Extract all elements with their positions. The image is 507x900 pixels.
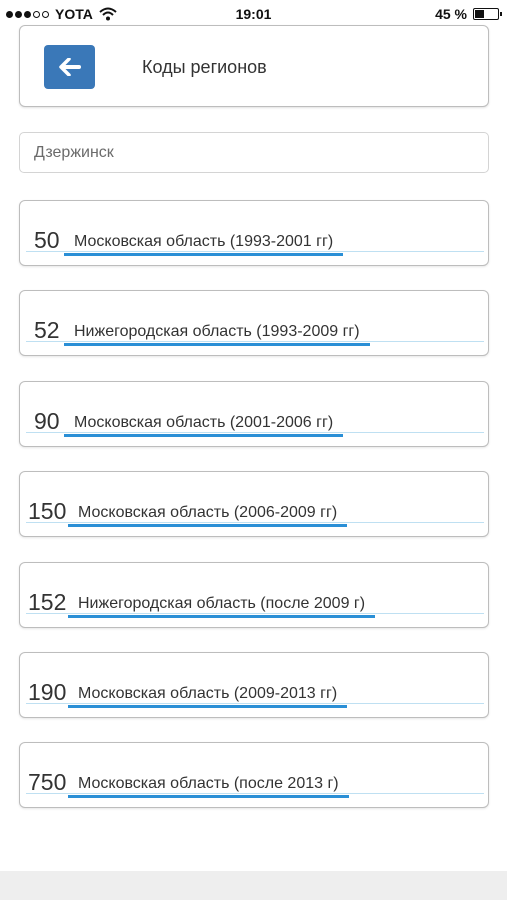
region-code: 152	[28, 589, 67, 615]
region-name-link[interactable]: Нижегородская область (1993-2009 гг)	[64, 323, 370, 346]
region-code: 150	[28, 498, 67, 524]
region-name-link[interactable]: Нижегородская область (после 2009 г)	[68, 595, 375, 618]
region-name-link[interactable]: Московская область (1993-2001 гг)	[64, 233, 343, 256]
region-name-link[interactable]: Московская область (2006-2009 гг)	[68, 504, 347, 527]
region-item[interactable]	[19, 200, 489, 266]
status-time: 19:01	[235, 6, 272, 22]
carrier-name: YOTA	[55, 6, 93, 22]
region-item[interactable]	[19, 290, 489, 356]
region-code: 190	[28, 679, 67, 705]
bottom-bar	[0, 871, 507, 900]
status-right	[435, 6, 499, 22]
region-item[interactable]	[19, 562, 489, 628]
region-item[interactable]	[19, 381, 489, 447]
region-code: 52	[34, 317, 60, 343]
region-item[interactable]	[19, 742, 489, 808]
region-code: 90	[34, 408, 60, 434]
region-code: 50	[34, 227, 60, 253]
region-name-link[interactable]: Московская область (2001-2006 гг)	[64, 414, 343, 437]
page-title: Коды регионов	[142, 57, 267, 77]
region-item[interactable]	[19, 471, 489, 537]
region-item[interactable]	[19, 652, 489, 718]
battery-percent: 45 %	[435, 6, 467, 22]
arrow-left-icon	[59, 58, 81, 76]
battery-icon	[473, 8, 499, 20]
region-name-link[interactable]: Московская область (после 2013 г)	[68, 775, 349, 798]
header-card	[19, 25, 489, 107]
status-bar	[0, 0, 507, 28]
back-button[interactable]	[44, 45, 95, 89]
region-name-link[interactable]: Московская область (2009-2013 гг)	[68, 685, 347, 708]
search-input[interactable]	[19, 132, 489, 173]
battery-level	[475, 10, 484, 18]
region-code: 750	[28, 769, 67, 795]
